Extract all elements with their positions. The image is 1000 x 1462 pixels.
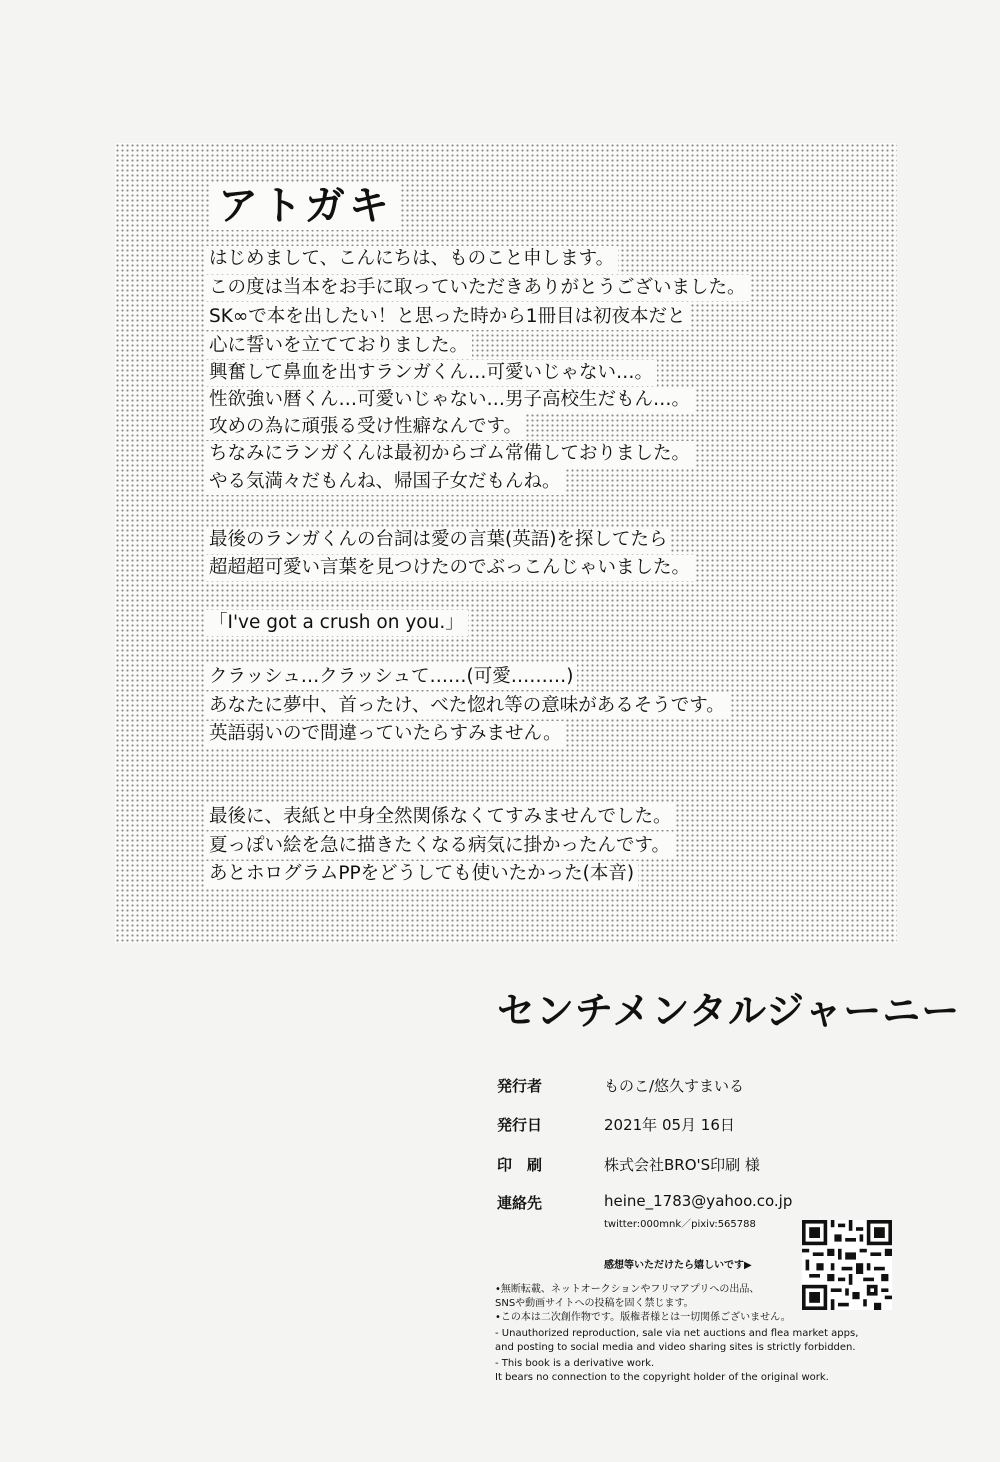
contact-label: 連絡先 (497, 1194, 543, 1212)
qr-code-icon[interactable] (802, 1220, 892, 1310)
feedback-prompt: 感想等いただけたら嬉しいです▶ (604, 1260, 752, 1271)
afterword-line: 性欲強い暦くん…可愛いじゃない…男子高校生だもん…。 (205, 387, 694, 413)
publisher-value: ものこ/悠久すまいる (604, 1077, 745, 1095)
notice-line: - Unauthorized reproduction, sale via net auctions and flea market apps, (495, 1328, 859, 1339)
afterword-line: SK∞で本を出したい！と思った時から1冊目は初夜本だと (205, 304, 690, 330)
notice-line: It bears no connection to the copyright holder of the original work. (495, 1372, 829, 1383)
book-title: センチメンタルジャーニー (497, 989, 961, 1033)
afterword-line: 心に誓いを立てておりました。 (205, 333, 472, 359)
sns-handles: twitter:000mnk／pixiv:565788 (604, 1219, 756, 1230)
afterword-line: 攻めの為に頑張る受け性癖なんです。 (205, 414, 526, 440)
notice-line: and posting to social media and video sharing sites is strictly forbidden. (495, 1342, 856, 1353)
afterword-line: この度は当本をお手に取っていただきありがとうございました。 (205, 275, 750, 301)
printer-label: 印 刷 (497, 1156, 543, 1174)
notice-line: SNSや動画サイトへの投稿を固く禁じます。 (495, 1298, 694, 1309)
afterword-line: 英語弱いので間違っていたらすみません。 (205, 721, 566, 747)
afterword-line: 超超超可愛い言葉を見つけたのでぶっこんじゃいました。 (205, 555, 694, 581)
date-label: 発行日 (497, 1116, 543, 1134)
printer-value: 株式会社BRO'S印刷 様 (604, 1156, 760, 1174)
afterword-line: あなたに夢中、首ったけ、べた惚れ等の意味があるそうです。 (205, 693, 729, 719)
notice-line: •無断転載、ネットオークションやフリマアプリへの出品、 (495, 1284, 760, 1295)
date-value: 2021年 05月 16日 (604, 1116, 735, 1134)
afterword-line: やる気満々だもんね、帰国子女だもんね。 (205, 469, 565, 495)
afterword-line: あとホログラムPPをどうしても使いたかった(本音) (205, 861, 638, 887)
afterword-line: 最後に、表紙と中身全然関係なくてすみませんでした。 (205, 804, 676, 830)
afterword-line: 夏っぽい絵を急に描きたくなる病気に掛かったんです。 (205, 833, 674, 859)
afterword-line: 興奮して鼻血を出すランガくん…可愛いじゃない…。 (205, 360, 657, 386)
contact-email: heine_1783@yahoo.co.jp (604, 1192, 793, 1210)
afterword-line: はじめまして、こんにちは、ものこと申します。 (205, 246, 618, 272)
afterword-line: ちなみにランガくんは最初からゴム常備しておりました。 (205, 441, 694, 467)
afterword-line: クラッシュ…クラッシュて……(可愛………) (205, 664, 577, 690)
afterword-quote: 「I've got a crush on you.」 (205, 610, 468, 636)
afterword-line: 最後のランガくんの台詞は愛の言葉(英語)を探してたら (205, 527, 671, 553)
publisher-label: 発行者 (497, 1077, 543, 1095)
notice-line: - This book is a derivative work. (495, 1358, 655, 1369)
afterword-title: アトガキ (210, 182, 401, 230)
notice-line: •この本は二次創作物です。版権者様とは一切関係ございません。 (495, 1312, 791, 1323)
